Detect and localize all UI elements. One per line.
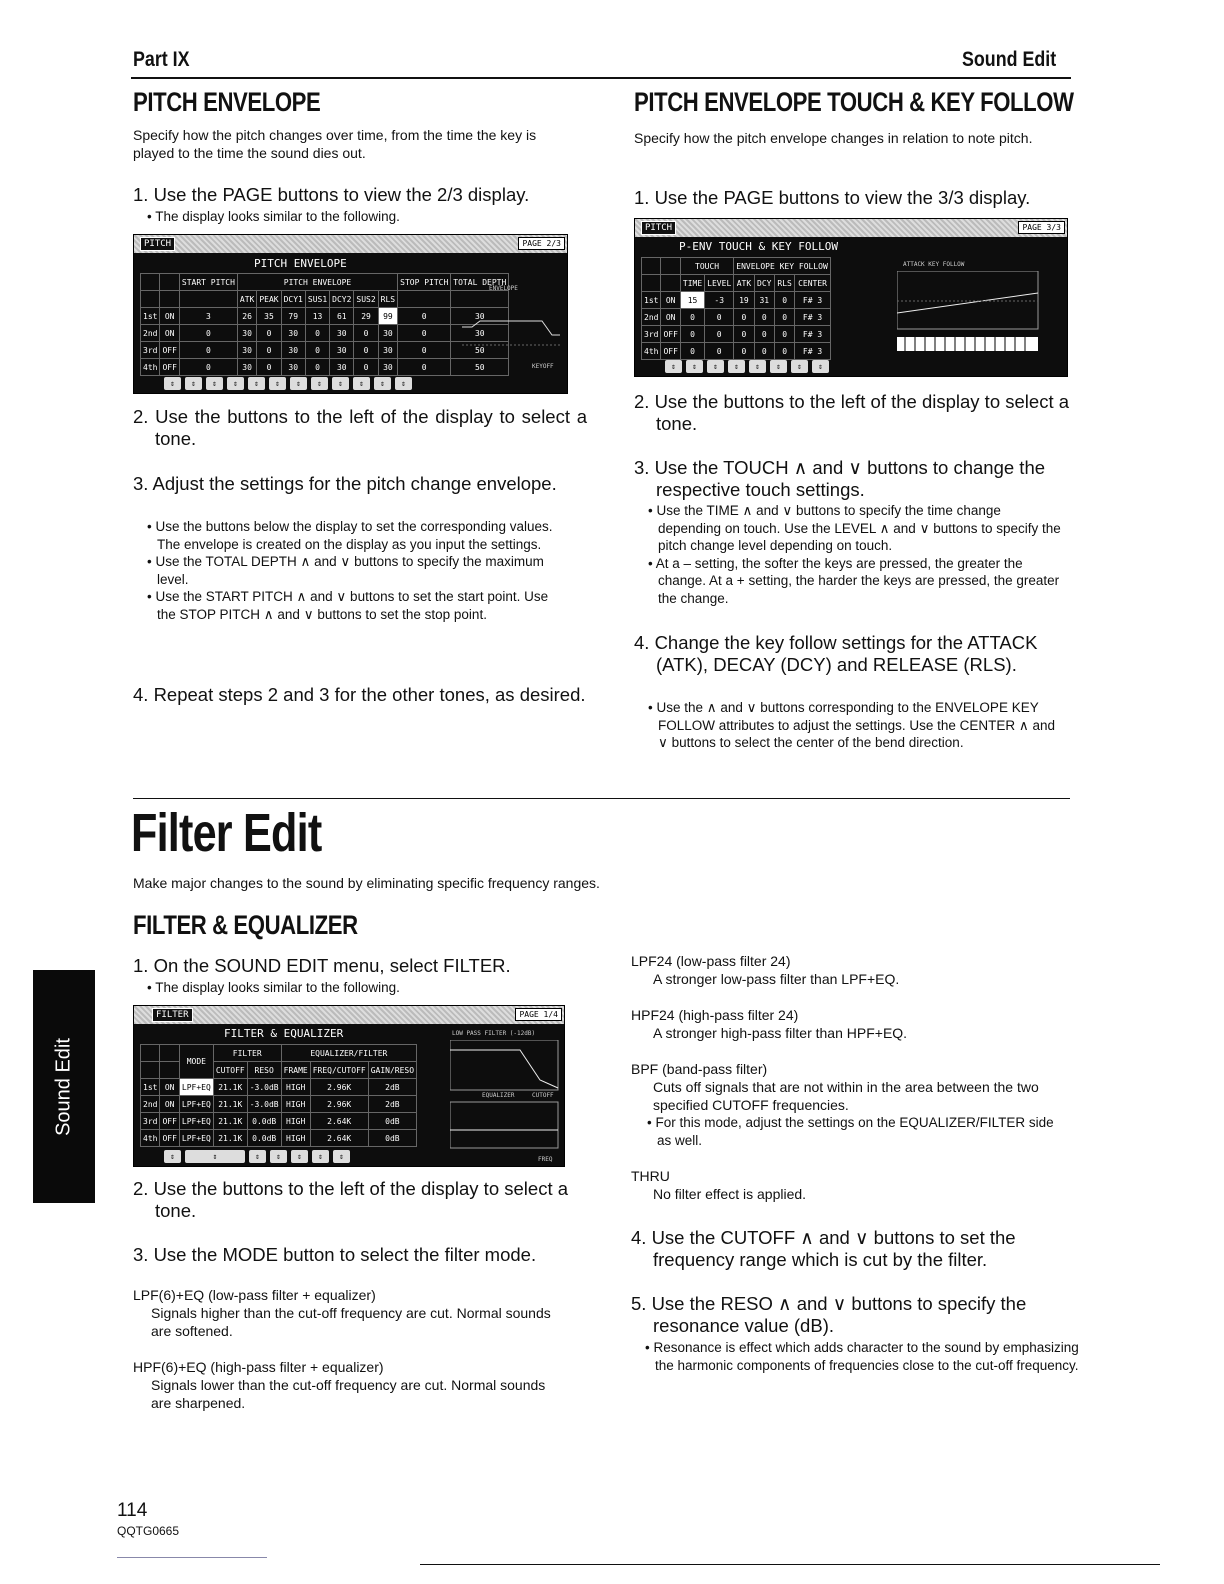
- pitch-envelope-graph: [462, 297, 562, 357]
- display-button[interactable]: ⇕: [290, 377, 307, 390]
- table-row[interactable]: 1st ON 3 26 35 79 13 61 29 99 0 30: [141, 308, 509, 325]
- display-button[interactable]: ⇕: [728, 360, 745, 373]
- col-sub: GAIN/RESO: [368, 1062, 416, 1079]
- display-button[interactable]: ⇕: [395, 377, 412, 390]
- right-step4-bullets: [644, 699, 1066, 752]
- pitch-envelope-title: PITCH ENVELOPE: [133, 87, 321, 117]
- filter-step3: 3. Use the MODE button to select the filter mode.: [133, 1244, 537, 1265]
- display-button[interactable]: ⇕: [164, 1150, 181, 1163]
- bullet: • Use the START PITCH ∧ and ∨ buttons to set the start point. Use the STOP PITCH ∧ and ∨ buttons to set the stop point.: [143, 588, 565, 623]
- graph-label-keyoff: KEYOFF: [532, 363, 554, 370]
- left-step2: 2. Use the buttons to the left of the display to select a tone.: [133, 406, 587, 449]
- display-button[interactable]: ⇕: [185, 377, 202, 390]
- mode-desc: No filter effect is applied.: [653, 1186, 807, 1202]
- bullet: • Use the buttons below the display to set the corresponding values. The envelope is created on the display as you input the settings.: [143, 518, 565, 553]
- mode-desc: Signals lower than the cut-off frequency are cut. Normal sounds are sharpened.: [151, 1377, 546, 1411]
- doc-code: QQTG0665: [117, 1524, 180, 1538]
- col-sub: RLS: [774, 275, 794, 292]
- col-sub: LEVEL: [705, 275, 734, 292]
- display-button[interactable]: ⇕: [333, 1150, 350, 1163]
- right-step2: 2. Use the buttons to the left of the display to select a tone.: [634, 391, 1070, 434]
- page-number: 114: [117, 1500, 148, 1521]
- table-row[interactable]: 2nd ON 0 0 0 0 0 F# 3: [642, 309, 831, 326]
- graph-label: ATTACK KEY FOLLOW: [903, 261, 965, 268]
- display-button[interactable]: ⇕: [270, 1150, 287, 1163]
- table-row[interactable]: 1st ON LPF+EQ 21.1K -3.0dB HIGH 2.96K 2dB: [141, 1079, 417, 1096]
- filter-modes-right: [631, 952, 1067, 1203]
- graph-label: LOW PASS FILTER (-12dB): [452, 1030, 536, 1037]
- col-head: ENVELOPE KEY FOLLOW: [734, 258, 831, 275]
- left-step4: 4. Repeat steps 2 and 3 for the other tones, as desired.: [133, 684, 586, 705]
- col-head: STOP PITCH: [398, 274, 451, 291]
- right-step3-bullets: [644, 502, 1066, 607]
- mode-desc: A stronger low-pass filter than LPF+EQ.: [653, 971, 900, 987]
- col-sub: CENTER: [795, 275, 830, 292]
- display-button[interactable]: ⇕: [332, 377, 349, 390]
- col-sub: SUS1: [305, 291, 329, 308]
- display-button[interactable]: ⇕: [812, 360, 829, 373]
- display-button[interactable]: ⇕: [206, 377, 223, 390]
- table-row[interactable]: 3rd OFF 0 30 0 30 0 30 0 30 0 50: [141, 342, 509, 359]
- filter-step1: 1. On the SOUND EDIT menu, select FILTER.: [133, 955, 511, 976]
- mode-name: LPF(6)+EQ (low-pass filter + equalizer): [133, 1287, 376, 1303]
- mode-name: HPF(6)+EQ (high-pass filter + equalizer): [133, 1359, 384, 1375]
- col-sub: PEAK: [257, 291, 281, 308]
- section-side-tab: [33, 970, 95, 1203]
- filter-step2: 2. Use the buttons to the left of the display to select a tone.: [133, 1178, 569, 1221]
- filter-step5-bullet: • Resonance is effect which adds character to the sound by emphasizing the harmonic components of frequencies close to the cut-off frequency.: [641, 1339, 1081, 1374]
- footer-rule: [117, 1557, 267, 1558]
- display-tag: FILTER: [152, 1008, 193, 1022]
- graph-label: ENVELOPE: [489, 285, 518, 292]
- col-sub: CUTOFF: [213, 1062, 247, 1079]
- table-row[interactable]: 2nd ON 0 30 0 30 0 30 0 30 0 30: [141, 325, 509, 342]
- right-step3: 3. Use the TOUCH ∧ and ∨ buttons to change the respective touch settings.: [634, 457, 1046, 500]
- display-tag: PITCH: [641, 221, 676, 235]
- graph-label-freq: FREQ: [538, 1156, 553, 1163]
- filter-step5: 5. Use the RESO ∧ and ∨ buttons to specify the resonance value (dB).: [631, 1293, 1027, 1336]
- table-row[interactable]: 3rd OFF 0 0 0 0 0 F# 3: [642, 326, 831, 343]
- col-sub: FREQ/CUTOFF: [310, 1062, 368, 1079]
- col-head: EQUALIZER/FILTER: [281, 1045, 416, 1062]
- pitch-touch-table: [641, 257, 831, 360]
- filter-table: [140, 1044, 417, 1147]
- col-sub: DCY: [754, 275, 774, 292]
- bullet: • At a – setting, the softer the keys are pressed, the greater the change. At a + setting, the harder the keys are pressed, the greater the change.: [644, 555, 1066, 608]
- col-sub: DCY2: [330, 291, 354, 308]
- pitch-envelope-table: [140, 273, 509, 376]
- col-sub: TIME: [680, 275, 704, 292]
- filter-step1-note: • The display looks similar to the following.: [143, 979, 587, 997]
- display-button[interactable]: ⇕: [164, 377, 181, 390]
- col-sub: RLS: [378, 291, 397, 308]
- section-rule: [133, 798, 1070, 799]
- right-step4: 4. Change the key follow settings for the ATTACK (ATK), DECAY (DCY) and RELEASE (RLS).: [634, 632, 1038, 675]
- col-head: MODE: [179, 1045, 213, 1079]
- side-tab-label: Sound Edit: [52, 1037, 75, 1136]
- display-page: PAGE 1/4: [515, 1008, 562, 1021]
- display-button[interactable]: ⇕: [227, 377, 244, 390]
- table-row[interactable]: 4th OFF 0 0 0 0 0 F# 3: [642, 343, 831, 360]
- pitch-envelope-display: [133, 234, 568, 394]
- col-sub: SUS2: [354, 291, 378, 308]
- pitch-touch-display: [634, 218, 1068, 377]
- display-button[interactable]: ⇕: [374, 377, 391, 390]
- pitch-envelope-touch-title: PITCH ENVELOPE TOUCH & KEY FOLLOW: [634, 87, 1074, 117]
- mode-desc: Cuts off signals that are not within in the area between the two specified CUTOFF frequencies.: [653, 1079, 1039, 1113]
- display-title: P-ENV TOUCH & KEY FOLLOW: [679, 240, 838, 253]
- col-head: START PITCH: [179, 274, 237, 291]
- filter-edit-intro: Make major changes to the sound by eliminating specific frequency ranges.: [133, 875, 600, 891]
- display-button[interactable]: ⇕: [291, 1150, 308, 1163]
- display-buttons: [164, 1150, 350, 1163]
- table-row[interactable]: 1st ON 15 -3 19 31 0 F# 3: [642, 292, 831, 309]
- display-page: PAGE 2/3: [518, 237, 565, 250]
- filter-equalizer-title: FILTER & EQUALIZER: [133, 910, 358, 940]
- col-head: TOTAL DEPTH: [451, 274, 509, 291]
- footer-rule-right: [420, 1564, 1160, 1565]
- col-sub: ATK: [734, 275, 754, 292]
- display-title: PITCH ENVELOPE: [254, 257, 347, 270]
- part-label: Part IX: [133, 48, 190, 71]
- mode-desc: A stronger high-pass filter than HPF+EQ.: [653, 1025, 908, 1041]
- pitch-envelope-touch-intro: Specify how the pitch envelope changes in relation to note pitch.: [634, 130, 1033, 146]
- mode-name: BPF (band-pass filter): [631, 1061, 768, 1077]
- display-button[interactable]: ⇕: [353, 377, 370, 390]
- mode-desc: Signals higher than the cut-off frequency are cut. Normal sounds are softened.: [151, 1305, 551, 1339]
- filter-modes-left: [133, 1286, 565, 1412]
- col-head: FILTER: [213, 1045, 281, 1062]
- mode-name: HPF24 (high-pass filter 24): [631, 1007, 799, 1023]
- left-step1: 1. Use the PAGE buttons to view the 2/3 display.: [133, 184, 530, 205]
- display-button[interactable]: ⇕: [269, 377, 286, 390]
- graph-label-cutoff: CUTOFF: [532, 1092, 554, 1099]
- display-button[interactable]: ⇕: [312, 1150, 329, 1163]
- mode-name: LPF24 (low-pass filter 24): [631, 953, 791, 969]
- display-button[interactable]: ⇕: [248, 377, 265, 390]
- left-step3-bullets: [143, 518, 565, 623]
- bullet: • Use the TIME ∧ and ∨ buttons to specify the time change depending on touch. Use the LEVEL ∧ and ∨ buttons to specify the pitch change level depending on touch.: [644, 502, 1066, 555]
- display-button[interactable]: ⇕: [791, 360, 808, 373]
- display-button[interactable]: ⇕: [249, 1150, 266, 1163]
- col-sub: RESO: [247, 1062, 281, 1079]
- display-button[interactable]: ⇕: [311, 377, 328, 390]
- left-step3: 3. Adjust the settings for the pitch change envelope.: [133, 473, 557, 494]
- right-step1: 1. Use the PAGE buttons to view the 3/3 display.: [634, 187, 1031, 208]
- display-button[interactable]: ⇕: [707, 360, 724, 373]
- header-rule: [131, 77, 1071, 79]
- mode-name: THRU: [631, 1168, 670, 1184]
- display-button[interactable]: ⇕: [770, 360, 787, 373]
- left-step1-note: • The display looks similar to the following.: [143, 208, 587, 226]
- display-button[interactable]: ⇕: [185, 1150, 245, 1163]
- table-row[interactable]: 4th OFF 0 30 0 30 0 30 0 30 0 50: [141, 359, 509, 376]
- bullet: • Use the ∧ and ∨ buttons corresponding to the ENVELOPE KEY FOLLOW attributes to adjust the settings. Use the CENTER ∧ and ∨ buttons to select the center of the bend direction.: [644, 699, 1066, 752]
- filter-edit-title: Filter Edit: [131, 803, 322, 863]
- display-button[interactable]: ⇕: [686, 360, 703, 373]
- filter-display: [133, 1005, 565, 1167]
- display-buttons: [665, 360, 829, 373]
- display-buttons: [164, 377, 412, 390]
- col-head: PITCH ENVELOPE: [237, 274, 397, 291]
- display-title: FILTER & EQUALIZER: [224, 1027, 344, 1040]
- display-button[interactable]: ⇕: [665, 360, 682, 373]
- bullet: • Use the TOTAL DEPTH ∧ and ∨ buttons to specify the maximum level.: [143, 553, 565, 588]
- display-tag: PITCH: [140, 237, 175, 251]
- section-label: Sound Edit: [962, 48, 1057, 71]
- bullet: • For this mode, adjust the settings on the EQUALIZER/FILTER side as well.: [643, 1114, 1067, 1149]
- col-sub: FRAME: [281, 1062, 310, 1079]
- col-sub: ATK: [237, 291, 256, 308]
- col-head: TOUCH: [680, 258, 733, 275]
- filter-step4: 4. Use the CUTOFF ∧ and ∨ buttons to set the frequency range which is cut by the filter.: [631, 1227, 1016, 1270]
- display-page: PAGE 3/3: [1018, 221, 1065, 234]
- table-row[interactable]: 3rd OFF LPF+EQ 21.1K 0.0dB HIGH 2.64K 0dB: [141, 1113, 417, 1130]
- col-sub: DCY1: [281, 291, 305, 308]
- table-row[interactable]: 4th OFF LPF+EQ 21.1K 0.0dB HIGH 2.64K 0dB: [141, 1130, 417, 1147]
- key-follow-graph: [897, 271, 1039, 357]
- table-row[interactable]: 2nd ON LPF+EQ 21.1K -3.0dB HIGH 2.96K 2dB: [141, 1096, 417, 1113]
- pitch-envelope-intro: Specify how the pitch changes over time, from the time the key is played to the time the sound dies out.: [133, 127, 537, 161]
- display-button[interactable]: ⇕: [749, 360, 766, 373]
- graph-label-eq: EQUALIZER: [482, 1092, 515, 1099]
